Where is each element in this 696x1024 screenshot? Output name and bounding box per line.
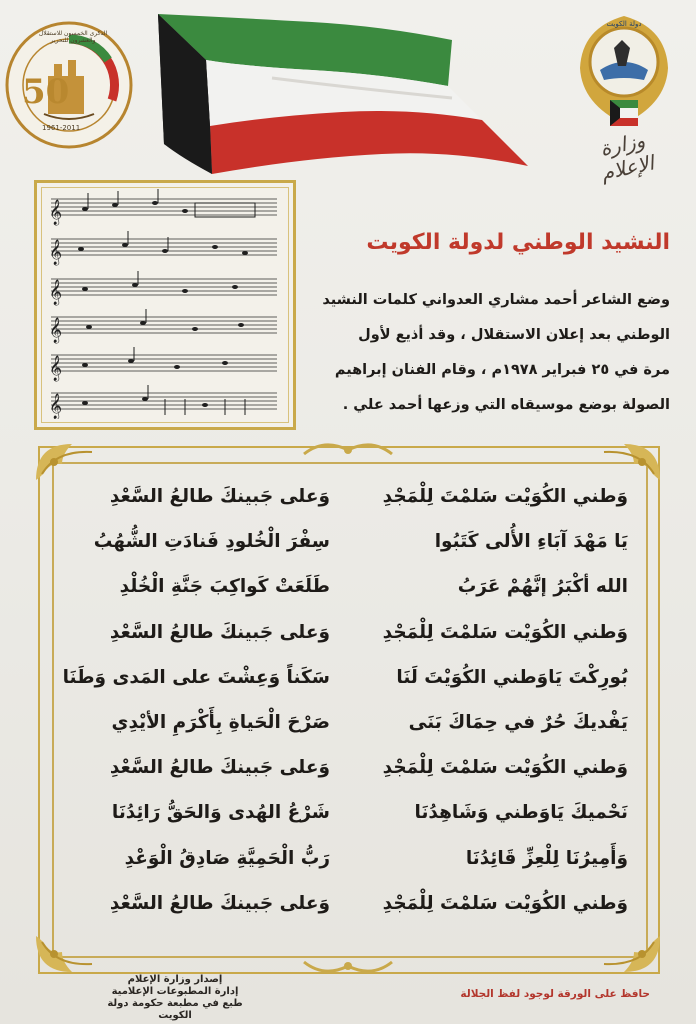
verse-second-hemistich: رَبُّ الْحَمِيَّةِ صَادِقُ الْوَعْدِ — [124, 847, 330, 869]
verse-second-hemistich: وَعلى جَبينكَ طالعُ السَّعْدِ — [109, 621, 330, 643]
verse-first-hemistich: بُورِكْتَ يَاوَطني الكُوَيْتَ لَنَا — [396, 666, 628, 688]
verse-first-hemistich: وَطني الكُوَيْت سَلمْتَ لِلْمَجْدِ — [382, 892, 628, 914]
svg-text:𝄞: 𝄞 — [49, 356, 63, 381]
emblem-ring-text: الذكرى الخمسون للاستقلال والعشرون للتحرير — [38, 30, 108, 44]
anthem-verses — [62, 474, 628, 926]
intro-line: مرة في ٢٥ فبراير ١٩٧٨م ، وقام الفنان إبراهيم — [334, 362, 670, 378]
verse-first-hemistich: يَفْديكَ حُرٌ في حِمَاكَ بَنَى — [408, 712, 628, 734]
sheet-music-image — [34, 180, 296, 430]
publisher-line: إصدار وزارة الإعلام — [127, 974, 223, 985]
verse-second-hemistich: وَعلى جَبينكَ طالعُ السَّعْدِ — [109, 486, 330, 508]
publisher-line: إدارة المطبوعات الإعلامية — [111, 986, 239, 997]
emblem-label: دولة الكويت — [606, 20, 642, 28]
verse-row — [68, 474, 628, 519]
verse-first-hemistich: وَطني الكُوَيْت سَلمْتَ لِلْمَجْدِ — [382, 757, 628, 779]
verse-row — [68, 700, 628, 745]
anniversary-emblem — [4, 20, 134, 150]
verse-first-hemistich: نَحْميكَ يَاوَطني وَشَاهِدُنَا — [414, 802, 628, 824]
verse-row — [68, 790, 628, 835]
verse-second-hemistich: وَعلى جَبينكَ طالعُ السَّعْدِ — [109, 892, 330, 914]
svg-text:𝄞: 𝄞 — [49, 318, 63, 343]
intro-line: وضع الشاعر أحمد مشاري العدواني كلمات النشيد — [322, 292, 670, 308]
verse-first-hemistich: يَا مَهْدَ آبَاءِ الأُلى كَتَبُوا — [434, 531, 628, 553]
verse-row — [62, 655, 628, 700]
ministry-name: وزارة الإعلام — [597, 127, 657, 186]
ornament-bottom-icon — [300, 954, 396, 978]
verse-first-hemistich: الله أكْبَرُ إنَّهُمْ عَرَبُ — [457, 576, 628, 598]
intro-paragraph — [290, 283, 670, 423]
verse-first-hemistich: وَطني الكُوَيْت سَلمْتَ لِلْمَجْدِ — [382, 621, 628, 643]
verse-second-hemistich: شَرْعُ الهُدى وَالحَقُّ رَائِدُنَا — [111, 802, 330, 824]
verse-first-hemistich: وَطني الكُوَيْت سَلمْتَ لِلْمَجْدِ — [382, 486, 628, 508]
emblem-number: 50 — [22, 72, 70, 112]
emblem-years-a: 1961-2011 — [42, 124, 81, 132]
sacred-text-notice: حافظ على الورقة لوجود لفظ الجلالة — [460, 988, 650, 1000]
svg-text:𝄞: 𝄞 — [49, 394, 63, 419]
ornament-top-icon — [300, 438, 396, 462]
verse-first-hemistich: وَأَمِيرُنَا لِلْعِزِّ قَائِدُنَا — [465, 847, 628, 869]
page-title: النشيد الوطني لدولة الكويت — [366, 230, 670, 255]
verse-second-hemistich: وَعلى جَبينكَ طالعُ السَّعْدِ — [109, 757, 330, 779]
kuwait-flag — [152, 8, 532, 178]
svg-text:𝄞: 𝄞 — [49, 200, 63, 225]
verse-second-hemistich: صَرْحَ الْحَياةِ بِأَكْرَمِ الأيْدِي — [111, 712, 330, 734]
verse-second-hemistich: سِفْرَ الْخُلودِ فَنادَتِ الشُّهُبُ — [93, 531, 330, 553]
verse-second-hemistich: سَكَناً وَعِشْتَ على المَدى وَطَنَا — [62, 666, 330, 688]
svg-text:𝄞: 𝄞 — [49, 280, 63, 305]
verse-row — [68, 519, 628, 564]
verse-row — [68, 881, 628, 926]
publisher-info — [100, 974, 250, 1022]
publisher-line: طبع في مطبعة حكومة دولة الكويت — [107, 998, 243, 1021]
verse-row — [68, 564, 628, 609]
verse-row — [68, 745, 628, 790]
intro-line: الوطني بعد إعلان الاستقلال ، وقد أذيع لأول — [358, 327, 670, 343]
verse-second-hemistich: طَلَعَتْ كَواكِبَ جَنَّةِ الْخُلْدِ — [119, 576, 330, 598]
svg-text:𝄞: 𝄞 — [49, 240, 63, 265]
verse-row — [68, 610, 628, 655]
verse-row — [68, 836, 628, 881]
intro-line: الصولة بوضع موسيقاه التي وزعها أحمد علي . — [342, 397, 670, 413]
